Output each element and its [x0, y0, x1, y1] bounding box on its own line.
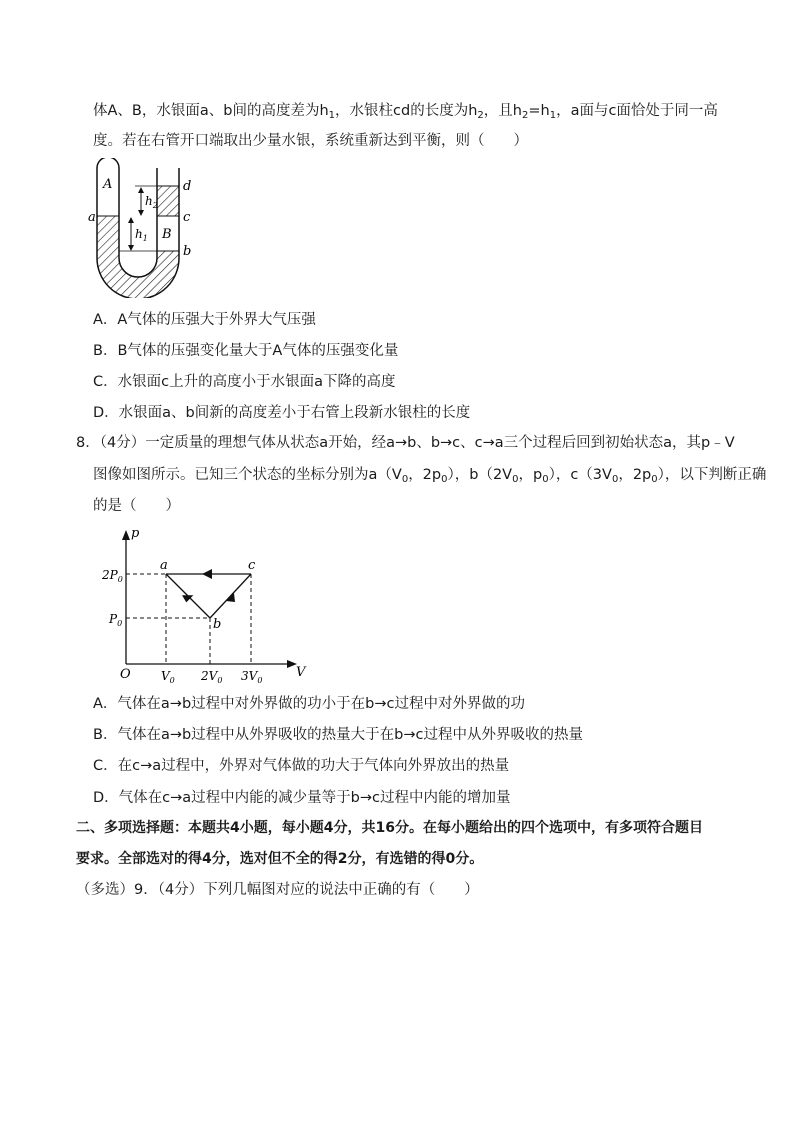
label-h1: $h_1$	[135, 227, 148, 243]
subscript: 2	[477, 110, 484, 121]
x-tick-2v0: $2V_0$	[201, 669, 223, 685]
q7-text: ，水银柱cd的长度为h	[335, 103, 478, 119]
axis-v-label: V	[296, 665, 306, 680]
q7-text: ，a面与c面恰处于同一高	[556, 103, 718, 119]
q8-option-a[interactable]: A．气体在a→b过程中对外界做的功小于在b→c过程中对外界做的功	[93, 696, 525, 712]
x-tick-v0: $V_0$	[161, 669, 175, 685]
q7-option-d[interactable]: D．水银面a、b间新的高度差小于右管上段新水银柱的长度	[93, 405, 471, 421]
u-tube-figure	[88, 158, 198, 298]
pv-diagram	[98, 522, 313, 687]
q8-option-c[interactable]: C．在c→a过程中，外界对气体做的功大于气体向外界放出的热量	[93, 758, 510, 774]
q7-text: =h	[528, 103, 550, 119]
point-a: a	[160, 558, 168, 573]
axis-p-label: p	[131, 526, 140, 541]
label-c: c	[183, 210, 191, 225]
q7-text: 体A、B，水银面a、b间的高度差为h	[93, 103, 329, 119]
q8-option-d[interactable]: D．气体在c→a过程中内能的减少量等于b→c过程中内能的增加量	[93, 790, 511, 806]
point-b: b	[213, 617, 222, 632]
q7-option-a[interactable]: A．A气体的压强大于外界大气压强	[93, 312, 316, 328]
q8-text-line-3: 的是（ ）	[93, 498, 180, 514]
q7-text-line-1	[93, 101, 718, 121]
label-h2: $h_2$	[145, 194, 158, 210]
process-b-c	[210, 574, 251, 618]
q9-text: （多选）9．（4分）下列几幅图对应的说法中正确的有（ ）	[76, 882, 479, 898]
q7-text-line-2: 度。若在右管开口端取出少量水银，系统重新达到平衡，则（ ）	[93, 133, 528, 149]
y-tick-2p0: $2P_0$	[102, 568, 123, 584]
q8-option-b[interactable]: B．气体在a→b过程中从外界吸收的热量大于在b→c过程中从外界吸收的热量	[93, 727, 584, 743]
section-2-heading-cont: 要求。全部选对的得4分，选对但不全的得2分，有选错的得0分。	[76, 851, 484, 867]
q7-option-c[interactable]: C．水银面c上升的高度小于水银面a下降的高度	[93, 374, 396, 390]
label-a: a	[88, 210, 96, 225]
q8-text-line-2: 图像如图所示。已知三个状态的坐标分别为$a(V_0$，$2p_0$），$b(2V_0$，$p_0$），$c(3V_0$，$2p_0$），以下判断正确	[93, 467, 767, 485]
y-tick-p0: $P_0$	[109, 612, 123, 628]
label-b: b	[183, 244, 192, 259]
point-c: c	[248, 558, 256, 573]
q8-text-line-1: 8．（4分）一定质量的理想气体从状态a开始，经a→b、b→c、c→a三个过程后回到初始状态a，其p﹣V	[76, 435, 735, 451]
x-tick-3v0: $3V_0$	[241, 669, 263, 685]
section-2-heading: 二、多项选择题：本题共4小题，每小题4分，共16分。在每小题给出的四个选项中，有多项符合题目	[76, 820, 703, 836]
label-d: d	[183, 179, 192, 194]
subscript: 1	[549, 110, 557, 121]
label-A: A	[103, 177, 113, 192]
subscript: 1	[328, 110, 336, 121]
q7-text: ，且h	[483, 103, 522, 119]
origin-label: O	[120, 667, 131, 682]
label-B: B	[162, 227, 172, 242]
subscript: 2	[521, 110, 529, 121]
q7-option-b[interactable]: B．B气体的压强变化量大于A气体的压强变化量	[93, 343, 399, 359]
